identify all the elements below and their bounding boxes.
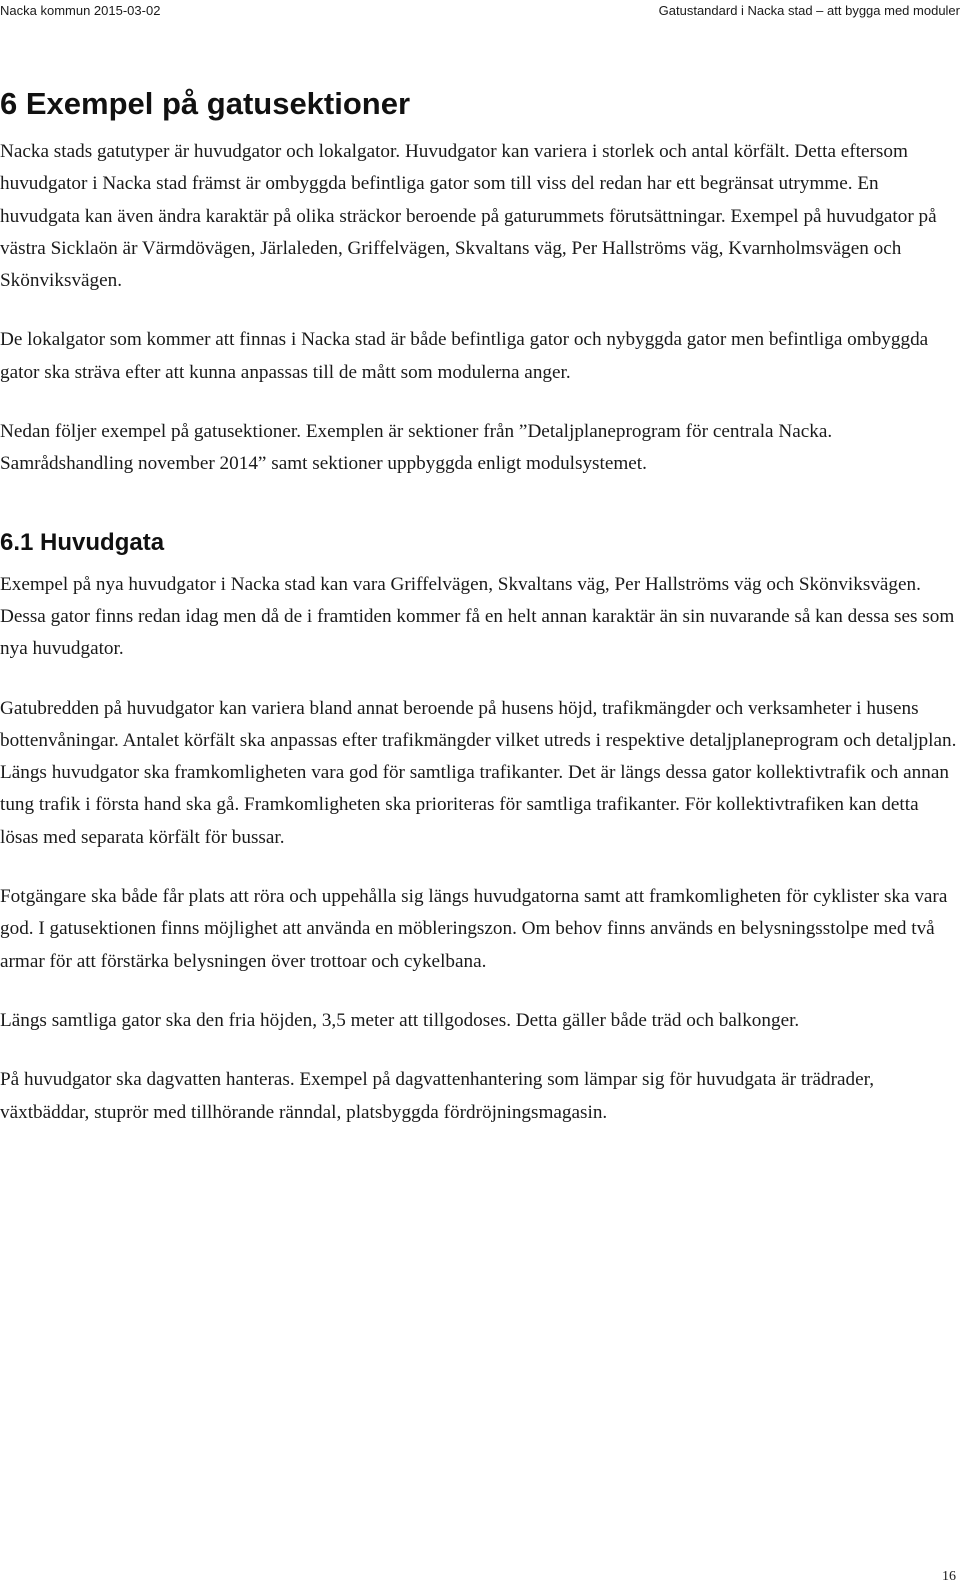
section-paragraph-1: Nacka stads gatutyper är huvudgator och lokalgator. Huvudgator kan variera i storlek och antal körfält. Detta eftersom huvudgator i Nacka stad främst är ombyggda befintliga gator som till viss del redan har ett begränsat utrymme. En huvudgata kan även ändra karaktär på olika sträckor beroende på gaturummets förutsättningar. Exempel på huvudgator på västra Sicklaön är Värmdövägen, Järlaleden, Griffelvägen, Skvaltans väg, Per Hallströms väg, Kvarnholmsvägen och Skönviksvägen. [0,141,937,292]
section-heading: 6 Exempel på gatusektioner [0,86,411,121]
subsection-paragraph-1: Exempel på nya huvudgator i Nacka stad kan vara Griffelvägen, Skvaltans väg, Per Hallströms väg och Skönviksvägen. Dessa gator finns redan idag men då de i framtiden kommer få en helt annan karaktär än sin nuvarande så kan dessa ses som nya huvudgator. [0,573,955,660]
subsection-heading: 6.1 Huvudgata [0,528,165,556]
subsection-paragraph-3: Fotgängare ska både får plats att röra och uppehålla sig längs huvudgatorna samt att framkomligheten för cyklister ska vara god. I gatusektionen finns möjlighet att använda en möbleringszon. Om behov finns används en belysningsstolpe med två armar för att förstärka belysningen över trottoar och cykelbana. [0,886,948,972]
subsection-paragraph-5: På huvudgator ska dagvatten hanteras. Exempel på dagvattenhantering som lämpar sig för huvudgata är trädrader, växtbäddar, stuprör med tillhörande ränndal, platsbyggda fördröjningsmagasin. [0,1069,875,1123]
subsection-paragraph-4: Längs samtliga gator ska den fria höjden, 3,5 meter att tillgodoses. Detta gäller både träd och balkonger. [0,1009,800,1031]
section-paragraph-2: De lokalgator som kommer att finnas i Nacka stad är både befintliga gator och nybyggda gator men befintliga ombyggda gator ska sträva efter att kunna anpassas till de mått som modulerna anger. [0,329,929,383]
page-header [0,3,960,25]
page-content [0,80,960,1129]
subsection-paragraph-2: Gatubredden på huvudgator kan variera bland annat beroende på husens höjd, trafikmängder och verksamheter i husens bottenvåningar. Antalet körfält ska anpassas efter trafikmängder vilket utreds i respektive detaljplaneprogram och detaljplan. Längs huvudgator ska framkomligheten vara god för samtliga trafikanter. Det är längs dessa gator kollektivtrafik och annan tung trafik i första hand ska gå. Framkomligheten ska prioriteras för samtliga trafikanter. För kollektivtrafiken kan detta lösas med separata körfält för bussar. [0,697,957,848]
header-right-text: Gatustandard i Nacka stad – att bygga med moduler [658,3,960,18]
section-paragraph-3: Nedan följer exempel på gatusektioner. Exemplen är sektioner från ”Detaljplaneprogram för centrala Nacka. Samrådshandling november 2014” samt sektioner uppbyggda enligt modulsystemet. [0,421,833,475]
header-left-text: Nacka kommun 2015-03-02 [0,3,161,18]
page-number: 16 [942,1569,956,1584]
